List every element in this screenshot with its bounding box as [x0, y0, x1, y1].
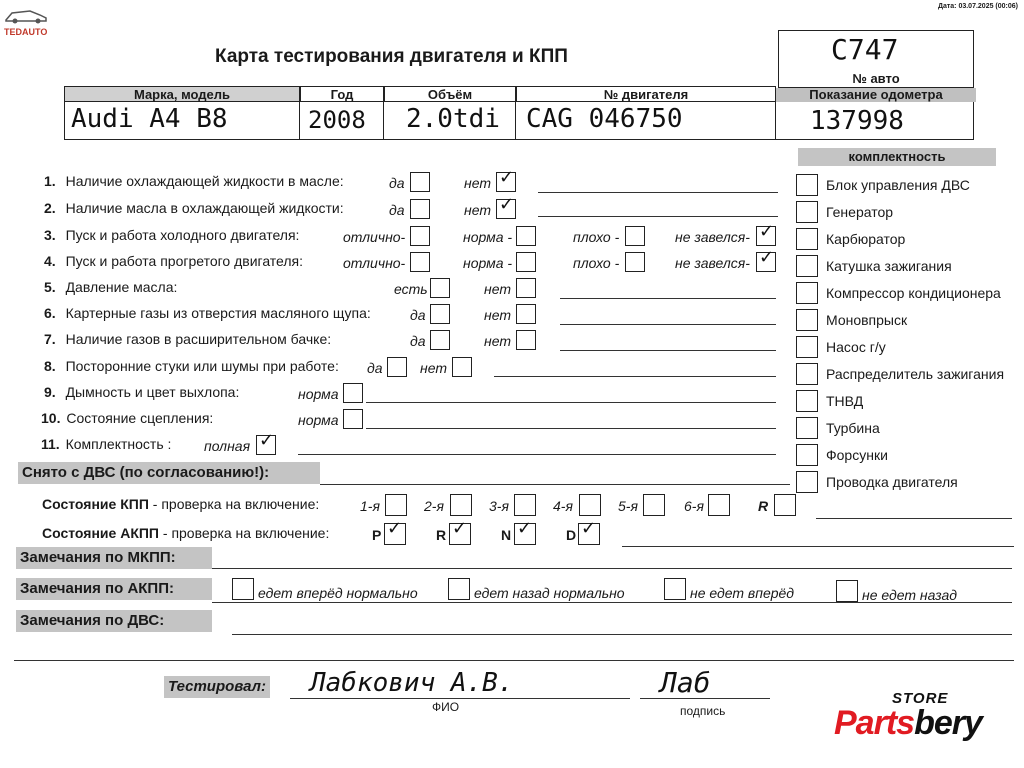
gear-1-label: 1-я [360, 498, 380, 514]
akpp-no-forward-checkbox[interactable] [664, 578, 686, 600]
question-6 [44, 305, 371, 321]
gear-1-checkbox[interactable] [385, 494, 407, 516]
completeness-checkbox-distributor[interactable] [796, 363, 818, 385]
question-8 [44, 358, 339, 374]
check-mark: ✓ [759, 247, 775, 268]
q3-otlichno-label: отлично- [343, 229, 406, 245]
auto-gearbox-note-line [622, 546, 1014, 547]
gear-6-checkbox[interactable] [708, 494, 730, 516]
completeness-item-engine-wiring: Проводка двигателя [826, 474, 958, 490]
completeness-checkbox-turbine[interactable] [796, 417, 818, 439]
make-model-cell [64, 102, 300, 140]
remarks-akpp-label: Замечания по АКПП: [16, 578, 212, 600]
question-number: 5. [44, 279, 56, 295]
question-number: 11. [41, 436, 60, 452]
question-2 [44, 200, 344, 216]
akpp-forward-ok-label: едет вперёд нормально [258, 585, 418, 601]
remarks-mkpp-line [212, 568, 1012, 569]
q1-da-checkbox[interactable] [410, 172, 430, 192]
remarks-akpp-line [212, 602, 1012, 603]
check-mark: ✓ [452, 518, 468, 539]
partsbery-logo-store: STORE [892, 690, 949, 707]
question-4 [44, 253, 303, 269]
q10-norma-label: норма [298, 412, 339, 428]
question-text: Наличие масла в охлаждающей жидкости: [65, 200, 344, 216]
q6-net-checkbox[interactable] [516, 304, 536, 324]
q3-norma-label: норма - [463, 229, 513, 245]
name-line [290, 698, 630, 699]
question-3 [44, 227, 299, 243]
volume-value: 2.0tdi [406, 104, 500, 134]
question-text: Наличие охлаждающей жидкости в масле: [65, 173, 344, 189]
q4-ne-zavelsya-checkbox[interactable] [756, 247, 776, 272]
tester-signature: Лаб [660, 666, 711, 699]
completeness-checkbox-injection-pump[interactable] [796, 390, 818, 412]
completeness-checkbox-generator[interactable] [796, 201, 818, 223]
gear-4-label: 4-я [553, 498, 573, 514]
completeness-item-ecu: Блок управления ДВС [826, 177, 970, 193]
q9-norma-checkbox[interactable] [343, 383, 363, 403]
completeness-checkbox-power-steering-pump[interactable] [796, 336, 818, 358]
q7-da-label: да [410, 333, 426, 349]
q4-norma-checkbox[interactable] [516, 252, 536, 272]
q3-ploho-label: плохо - [573, 229, 620, 245]
removed-banner: Снято с ДВС (по согласованию!): [18, 462, 320, 484]
question-number: 10. [41, 410, 61, 426]
completeness-item-distributor: Распределитель зажигания [826, 366, 1005, 382]
q3-ploho-checkbox[interactable] [625, 226, 645, 246]
engine-no-cell [516, 102, 776, 140]
page-title: Карта тестирования двигателя и КПП [215, 46, 568, 67]
auto-gearbox-label-rest: - проверка на включение: [159, 525, 330, 541]
q7-da-checkbox[interactable] [430, 330, 450, 350]
gear-6-label: 6-я [684, 498, 704, 514]
q9-note-line [366, 402, 776, 403]
q4-norma-label: норма - [463, 255, 513, 271]
auto-gear-d-checkbox[interactable] [578, 518, 600, 545]
q1-net-label: нет [464, 175, 491, 191]
name-caption: ФИО [432, 700, 460, 714]
odometer-label: Показание одометра [776, 88, 976, 102]
question-text: Картерные газы из отверстия масляного щупа: [65, 305, 371, 321]
q5-est-checkbox[interactable] [430, 278, 450, 298]
q5-note-line [560, 298, 776, 299]
q11-polnaya-checkbox[interactable] [256, 430, 276, 455]
odometer-cell [776, 102, 974, 140]
question-text: Наличие газов в расширительном бачке: [65, 331, 332, 347]
auto-gear-n-label: N [501, 527, 512, 543]
q7-net-label: нет [484, 333, 511, 349]
remarks-dvs-label: Замечания по ДВС: [16, 610, 212, 632]
question-1 [44, 173, 344, 189]
q2-net-checkbox[interactable] [496, 194, 516, 219]
auto-gear-n-checkbox[interactable] [514, 518, 536, 545]
date-stamp: Дата: 03.07.2025 (00:06) [937, 3, 1018, 10]
q6-da-label: да [410, 307, 426, 323]
q6-net-label: нет [484, 307, 511, 323]
completeness-checkbox-ignition-coil[interactable] [796, 255, 818, 277]
auto-gear-p-label: P [372, 527, 382, 543]
question-text: Комплектность : [65, 436, 172, 452]
q11-polnaya-label: полная [204, 438, 251, 454]
completeness-checkbox-mono-injection[interactable] [796, 309, 818, 331]
q5-est-label: есть [394, 281, 428, 297]
gear-3-label: 3-я [489, 498, 509, 514]
q1-da-label: да [389, 175, 405, 191]
question-number: 8. [44, 358, 56, 374]
auto-gear-r-checkbox[interactable] [449, 518, 471, 545]
q4-otlichno-checkbox[interactable] [410, 252, 430, 272]
gear-r-label: R [758, 498, 769, 514]
completeness-checkbox-ac-compressor[interactable] [796, 282, 818, 304]
vehicle-table [64, 86, 976, 140]
completeness-list [796, 174, 1016, 494]
akpp-backward-ok-checkbox[interactable] [448, 578, 470, 600]
q10-note-line [366, 428, 776, 429]
q9-norma-label: норма [298, 386, 339, 402]
make-model-value: Audi A4 B8 [71, 104, 228, 134]
q6-note-line [560, 324, 776, 325]
completeness-item-mono-injection: Моновпрыск [826, 312, 908, 328]
tedauto-logo-text: TEDAUTO [4, 27, 48, 37]
auto-gear-r-label: R [436, 527, 447, 543]
q5-net-label: нет [484, 281, 511, 297]
q4-otlichno-label: отлично- [343, 255, 406, 271]
question-number: 4. [44, 253, 56, 269]
q7-net-checkbox[interactable] [516, 330, 536, 350]
remarks-mkpp-label: Замечания по МКПП: [16, 547, 212, 569]
auto-gear-p-checkbox[interactable] [384, 518, 406, 545]
q5-net-checkbox[interactable] [516, 278, 536, 298]
q1-note-line [538, 192, 778, 193]
question-text: Пуск и работа холодного двигателя: [65, 227, 300, 243]
auto-gearbox-label [42, 525, 329, 541]
completeness-item-turbine: Турбина [826, 420, 880, 436]
gear-2-label: 2-я [424, 498, 444, 514]
car-icon [4, 8, 48, 24]
partsbery-logo [834, 690, 1014, 750]
manual-gearbox-note-line [816, 518, 1012, 519]
question-number: 9. [44, 384, 56, 400]
question-9 [44, 384, 239, 400]
completeness-checkbox-ecu[interactable] [796, 174, 818, 196]
check-mark: ✓ [499, 194, 515, 215]
section-divider [14, 660, 1014, 661]
year-cell [300, 102, 384, 140]
car-number-value: C747 [831, 33, 899, 66]
check-mark: ✓ [759, 221, 775, 242]
q3-norma-checkbox[interactable] [516, 226, 536, 246]
question-text: Дымность и цвет выхлопа: [65, 384, 240, 400]
check-mark: ✓ [387, 518, 403, 539]
question-11 [41, 436, 171, 452]
q3-otlichno-checkbox[interactable] [410, 226, 430, 246]
auto-gear-d-label: D [566, 527, 577, 543]
completeness-checkbox-carburetor[interactable] [796, 228, 818, 250]
manual-gearbox-label-rest: - проверка на включение: [148, 496, 320, 512]
q11-note-line [298, 454, 776, 455]
q8-net-checkbox[interactable] [452, 357, 472, 377]
completeness-item-power-steering-pump: Насос г/у [826, 339, 886, 355]
q1-net-checkbox[interactable] [496, 167, 516, 192]
tester-name: Лабкович А.В. [310, 668, 514, 698]
question-text: Состояние сцепления: [66, 410, 214, 426]
tested-by-label: Тестировал: [164, 676, 270, 698]
check-mark: ✓ [499, 167, 515, 188]
gear-r-checkbox[interactable] [774, 494, 796, 516]
gear-3-checkbox[interactable] [514, 494, 536, 516]
akpp-forward-ok-checkbox[interactable] [232, 578, 254, 600]
odometer-value: 137998 [810, 106, 904, 136]
signature-caption: подпись [680, 704, 726, 718]
q8-net-label: нет [420, 360, 447, 376]
q3-ne-zavelsya-checkbox[interactable] [756, 221, 776, 246]
manual-gearbox-label [42, 496, 319, 512]
completeness-item-ignition-coil: Катушка зажигания [826, 258, 952, 274]
check-mark: ✓ [581, 518, 597, 539]
q6-da-checkbox[interactable] [430, 304, 450, 324]
gear-5-checkbox[interactable] [643, 494, 665, 516]
question-number: 6. [44, 305, 56, 321]
volume-label: Объём [384, 86, 516, 102]
akpp-no-backward-checkbox[interactable] [836, 580, 858, 602]
year-label: Год [300, 86, 384, 102]
q2-da-checkbox[interactable] [410, 199, 430, 219]
check-mark: ✓ [517, 518, 533, 539]
make-model-label: Марка, модель [64, 86, 300, 102]
question-text: Давление масла: [65, 279, 178, 295]
car-number-box [778, 30, 974, 88]
question-5 [44, 279, 177, 295]
year-value: 2008 [308, 106, 366, 134]
question-number: 1. [44, 173, 56, 189]
gear-4-checkbox[interactable] [579, 494, 601, 516]
engine-no-label: № двигателя [516, 86, 776, 102]
akpp-no-backward-label: не едет назад [862, 587, 957, 603]
engine-no-value: CAG 046750 [526, 104, 683, 134]
completeness-item-injection-pump: ТНВД [826, 393, 864, 409]
q2-net-label: нет [464, 202, 491, 218]
question-10 [41, 410, 213, 426]
q8-da-checkbox[interactable] [387, 357, 407, 377]
manual-gearbox-label-bold: Состояние КПП [42, 496, 149, 512]
completeness-item-ac-compressor: Компрессор кондиционера [826, 285, 1001, 301]
q2-note-line [538, 216, 778, 217]
volume-cell [384, 102, 516, 140]
signature-line [640, 698, 770, 699]
completeness-header: комплектность [798, 148, 996, 166]
gear-2-checkbox[interactable] [450, 494, 472, 516]
q4-ne-zavelsya-label: не завелся- [675, 255, 750, 271]
question-text: Посторонние стуки или шумы при работе: [65, 358, 339, 374]
akpp-no-forward-label: не едет вперёд [690, 585, 795, 601]
tedauto-logo [4, 8, 52, 38]
q10-norma-checkbox[interactable] [343, 409, 363, 429]
completeness-item-injectors: Форсунки [826, 447, 888, 463]
question-number: 7. [44, 331, 56, 347]
completeness-item-carburetor: Карбюратор [826, 231, 906, 247]
completeness-item-generator: Генератор [826, 204, 894, 220]
q8-note-line [494, 376, 776, 377]
question-text: Пуск и работа прогретого двигателя: [65, 253, 304, 269]
removed-banner-line [320, 484, 790, 485]
auto-gearbox-label-bold: Состояние АКПП [42, 525, 159, 541]
q4-ploho-checkbox[interactable] [625, 252, 645, 272]
partsbery-logo-main: Partsbery [834, 704, 982, 742]
q8-da-label: да [367, 360, 383, 376]
car-number-label: № авто [852, 71, 900, 86]
akpp-backward-ok-label: едет назад нормально [474, 585, 625, 601]
remarks-dvs-line [232, 634, 1012, 635]
completeness-checkbox-injectors[interactable] [796, 444, 818, 466]
q4-ploho-label: плохо - [573, 255, 620, 271]
q3-ne-zavelsya-label: не завелся- [675, 229, 750, 245]
question-number: 3. [44, 227, 56, 243]
q7-note-line [560, 350, 776, 351]
question-7 [44, 331, 331, 347]
check-mark: ✓ [259, 430, 275, 451]
completeness-checkbox-engine-wiring[interactable] [796, 471, 818, 493]
gear-5-label: 5-я [618, 498, 638, 514]
question-number: 2. [44, 200, 56, 216]
q2-da-label: да [389, 202, 405, 218]
